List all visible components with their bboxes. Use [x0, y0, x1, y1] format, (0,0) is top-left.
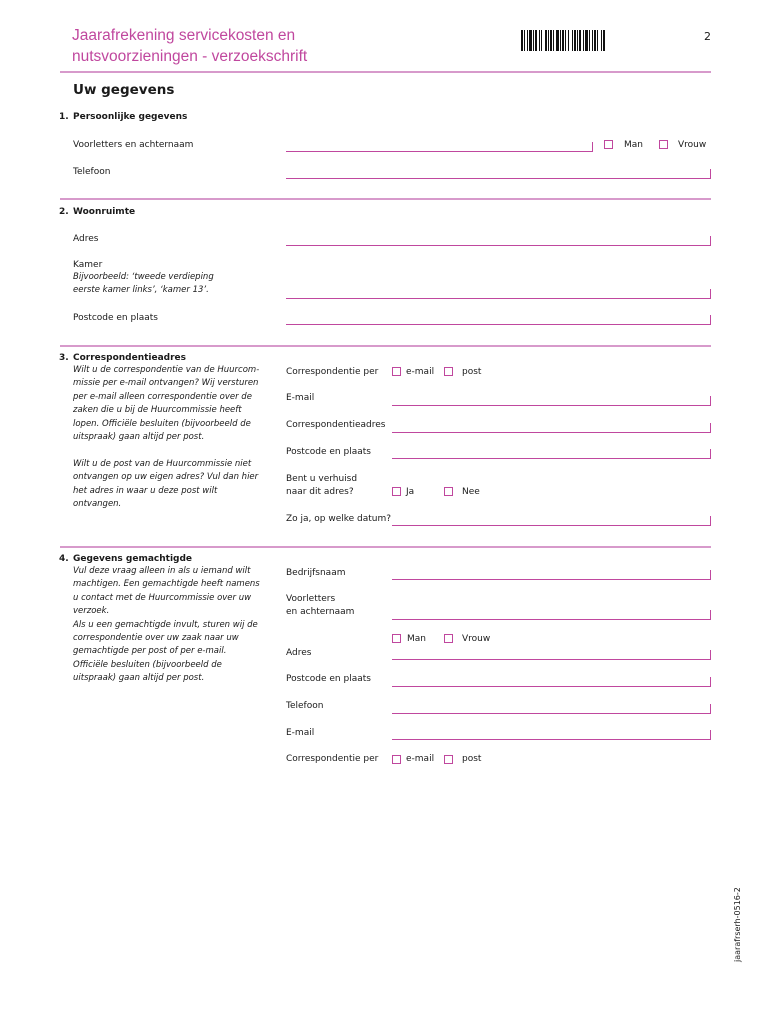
correspondence-post-label: post	[462, 367, 482, 377]
field-end-mark	[710, 423, 711, 433]
room-hint-1: Bijvoorbeeld: ‘tweede verdieping	[73, 272, 214, 282]
section-1-number: 1.	[59, 112, 69, 122]
address-field[interactable]	[286, 245, 711, 246]
help-line: correspondentie over uw zaak naar uw	[73, 633, 239, 644]
moved-nee-checkbox[interactable]	[444, 487, 453, 496]
section-4-number: 4.	[59, 554, 69, 564]
gender-man-checkbox[interactable]	[604, 140, 613, 149]
room-label: Kamer	[73, 260, 103, 270]
help-line: Wilt u de correspondentie van de Huurcom-	[73, 365, 260, 375]
help-line: het adres in waar u deze post wilt	[73, 485, 218, 496]
agent-correspondence-post-label: post	[462, 754, 482, 764]
postcode-field[interactable]	[286, 324, 711, 325]
field-end-mark	[710, 396, 711, 406]
help-line: missie per e-mail ontvangen? Wij versturen	[73, 378, 259, 389]
moved-nee-label: Nee	[462, 487, 480, 497]
field-end-mark	[710, 650, 711, 660]
gender-man-label: Man	[624, 140, 643, 150]
phone-field[interactable]	[286, 178, 711, 179]
correspondence-email-label: e-mail	[406, 367, 435, 377]
help-line: zaken die u bij de Huurcommissie heeft	[73, 405, 242, 416]
help-line: per e-mail alleen correspondentie over de	[73, 391, 252, 402]
agent-company-label: Bedrijfsnaam	[286, 568, 346, 578]
field-end-mark	[710, 236, 711, 246]
moved-label-2: naar dit adres?	[286, 487, 354, 497]
section-separator	[60, 198, 711, 200]
help-line: uitspraak) gaan altijd per post.	[73, 432, 205, 443]
agent-phone-field[interactable]	[392, 713, 711, 714]
moved-ja-label: Ja	[406, 487, 415, 497]
help-line: uitspraak) gaan altijd per post.	[73, 673, 205, 684]
agent-email-label: E-mail	[286, 728, 315, 738]
postcode-label: Postcode en plaats	[73, 313, 158, 323]
section-2-number: 2.	[59, 207, 69, 217]
help-line: u contact met de Huurcommissie over uw	[73, 592, 252, 603]
help-line: Als u een gemachtigde invult, sturen wij de	[73, 619, 258, 630]
agent-address-field[interactable]	[392, 659, 711, 660]
help-line: ontvangen.	[73, 499, 122, 510]
help-line: machtigen. Een gemachtigde heeft namens	[73, 579, 260, 590]
name-label: Voorletters en achternaam	[73, 140, 194, 150]
page-number: 2	[704, 30, 711, 43]
correspondence-address-field[interactable]	[392, 432, 711, 433]
correspondence-per-label: Correspondentie per	[286, 367, 379, 377]
field-end-mark	[710, 704, 711, 714]
agent-postcode-field[interactable]	[392, 686, 711, 687]
agent-man-label: Man	[407, 634, 426, 644]
section-3-title: Correspondentieadres	[73, 353, 187, 363]
moved-ja-checkbox[interactable]	[392, 487, 401, 496]
email-field[interactable]	[392, 405, 711, 406]
section-3-number: 3.	[59, 353, 69, 363]
agent-correspondence-per-label: Correspondentie per	[286, 754, 379, 764]
agent-correspondence-email-checkbox[interactable]	[392, 755, 401, 764]
help-line: gemachtigde per post of per e-mail.	[73, 646, 227, 657]
help-line: Officiële besluiten (bijvoorbeeld de	[73, 659, 222, 670]
name-field[interactable]	[286, 151, 593, 152]
agent-vrouw-label: Vrouw	[462, 634, 491, 644]
correspondence-post-checkbox[interactable]	[444, 367, 453, 376]
section-4-title: Gegevens gemachtigde	[73, 554, 193, 564]
section-separator	[60, 345, 711, 347]
correspondence-postcode-field[interactable]	[392, 458, 711, 459]
moved-date-label: Zo ja, op welke datum?	[286, 514, 392, 524]
field-end-mark	[710, 169, 711, 179]
field-end-mark	[710, 449, 711, 459]
room-field[interactable]	[286, 298, 711, 299]
room-hint-2: eerste kamer links’, ‘kamer 13’.	[73, 285, 209, 295]
help-line: Wilt u de post van de Huurcommissie niet	[73, 459, 252, 469]
header-separator	[60, 71, 711, 73]
section-3-help	[73, 364, 278, 444]
agent-correspondence-email-label: e-mail	[406, 754, 435, 764]
agent-man-checkbox[interactable]	[392, 634, 401, 643]
agent-name-field[interactable]	[392, 619, 711, 620]
agent-name-label-1: Voorletters	[286, 594, 336, 604]
field-end-mark	[710, 289, 711, 299]
agent-address-label: Adres	[286, 648, 312, 658]
correspondence-email-checkbox[interactable]	[392, 367, 401, 376]
email-label: E-mail	[286, 393, 315, 403]
help-line: ontvangen op uw eigen adres? Vul dan hier	[73, 472, 259, 483]
moved-label-1: Bent u verhuisd	[286, 474, 358, 484]
field-end-mark	[710, 315, 711, 325]
barcode-icon	[521, 30, 659, 51]
field-end-mark	[710, 570, 711, 580]
agent-vrouw-checkbox[interactable]	[444, 634, 453, 643]
moved-date-field[interactable]	[392, 525, 711, 526]
section-2-title: Woonruimte	[73, 207, 136, 217]
field-end-mark	[710, 610, 711, 620]
agent-postcode-label: Postcode en plaats	[286, 674, 371, 684]
phone-label: Telefoon	[73, 167, 111, 177]
form-title-line-2: nutsvoorzieningen - verzoekschrift	[72, 48, 308, 65]
agent-correspondence-post-checkbox[interactable]	[444, 755, 453, 764]
agent-email-field[interactable]	[392, 739, 711, 740]
gender-vrouw-checkbox[interactable]	[659, 140, 668, 149]
section-4-help	[73, 565, 278, 686]
field-end-mark	[710, 516, 711, 526]
form-title-line-1: Jaarafrekening servicekosten en	[72, 27, 296, 44]
help-line: lopen. Officiële besluiten (bijvoorbeeld de	[73, 418, 251, 429]
field-end-mark	[710, 677, 711, 687]
field-end-mark	[592, 142, 593, 152]
section-separator	[60, 546, 711, 548]
gender-vrouw-label: Vrouw	[678, 140, 707, 150]
agent-name-label-2: en achternaam	[286, 607, 355, 617]
section-3-help-2	[73, 458, 278, 512]
form-code: jaarafrserh-0516-2	[733, 887, 742, 962]
agent-phone-label: Telefoon	[286, 701, 324, 711]
page-heading: Uw gegevens	[73, 82, 175, 98]
address-label: Adres	[73, 234, 99, 244]
section-1-title: Persoonlijke gegevens	[73, 112, 188, 122]
agent-company-field[interactable]	[392, 579, 711, 580]
correspondence-postcode-label: Postcode en plaats	[286, 447, 371, 457]
help-line: Vul deze vraag alleen in als u iemand wilt	[73, 566, 251, 576]
field-end-mark	[710, 730, 711, 740]
correspondence-address-label: Correspondentieadres	[286, 420, 386, 430]
help-line: verzoek.	[73, 606, 110, 617]
